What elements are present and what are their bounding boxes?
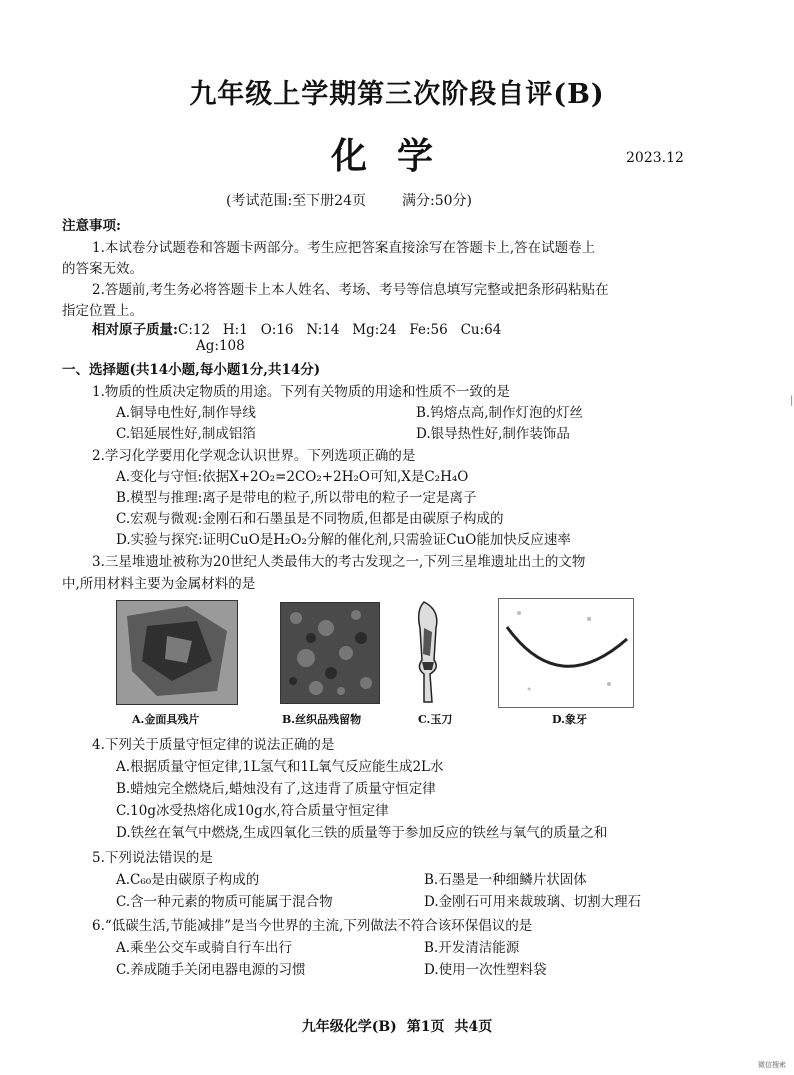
- q2-option-b: B.模型与推理:离子是带电的粒子,所以带电的粒子一定是离子: [116, 490, 477, 506]
- atomic-mass-line: [92, 318, 501, 338]
- score-text: 满分:50分): [402, 193, 472, 209]
- q5-option-a: A.C₆₀是由碳原子构成的: [116, 872, 260, 888]
- q6-option-b: B.开发清洁能源: [424, 940, 520, 956]
- watermark-text: 微信搜索: [758, 1061, 786, 1069]
- q2-stem: 2.学习化学要用化学观念认识世界。下列选项正确的是: [92, 448, 416, 464]
- q4-option-b: B.蜡烛完全燃烧后,蜡烛没有了,这违背了质量守恒定律: [116, 781, 436, 797]
- q3-option-a: A.金面具残片: [132, 713, 200, 726]
- silk-remnant-drawing: [281, 603, 379, 703]
- atomic-mass-label: 相对原子质量:: [92, 322, 178, 338]
- q4-stem: 4.下列关于质量守恒定律的说法正确的是: [92, 737, 335, 753]
- q1-stem: 1.物质的性质决定物质的用途。下列有关物质的用途和性质不一致的是: [92, 384, 510, 400]
- q3-option-d: D.象牙: [552, 713, 587, 726]
- jade-knife-drawing: [410, 598, 450, 706]
- q1-option-c: C.铝延展性好,制成铝箔: [116, 426, 256, 442]
- gold-mask-fragment-drawing: [117, 601, 237, 704]
- footer-subject: 九年级化学(B): [301, 1019, 397, 1035]
- q4-option-a: A.根据质量守恒定律,1L氢气和1L氧气反应能生成2L水: [116, 759, 444, 775]
- footer-total: 共4页: [454, 1019, 493, 1035]
- atomic-mass-ag: Ag:108: [196, 338, 245, 354]
- q2-option-d: D.实验与探究:证明CuO是H₂O₂分解的催化剂,只需验证CuO能加快反应速率: [116, 532, 571, 548]
- edge-mark: |: [790, 395, 794, 406]
- silk-remnant-image: [280, 602, 380, 704]
- ivory-drawing: [499, 599, 633, 707]
- q6-option-a: A.乘坐公交车或骑自行车出行: [116, 940, 293, 956]
- exam-date: 2023.12: [626, 150, 684, 166]
- page-footer: [0, 1016, 794, 1036]
- q6-option-d: D.使用一次性塑料袋: [424, 962, 547, 978]
- q1-option-b: B.钨熔点高,制作灯泡的灯丝: [416, 405, 584, 421]
- gold-mask-fragment-image: [116, 600, 238, 705]
- q1-option-d: D.银导热性好,制作装饰品: [416, 426, 570, 442]
- q4-option-d: D.铁丝在氧气中燃烧,生成四氧化三铁的质量等于参加反应的铁丝与氧气的质量之和: [116, 825, 608, 841]
- jade-knife-image: [410, 598, 450, 706]
- q5-option-d: D.金刚石可用来裁玻璃、切割大理石: [424, 894, 642, 910]
- note-2-line1: 2.答题前,考生务必将答题卡上本人姓名、考场、考号等信息填写完整或把条形码粘贴在: [92, 282, 609, 298]
- exam-scope: [226, 190, 472, 210]
- section-heading: 一、选择题(共14小题,每小题1分,共14分): [62, 362, 321, 378]
- atomic-mass-values: C:12 H:1 O:16 N:14 Mg:24 Fe:56 Cu:64: [177, 322, 502, 338]
- exam-title: 九年级上学期第三次阶段自评(B): [189, 79, 605, 110]
- q2-option-a: A.变化与守恒:依据X+2O₂=2CO₂+2H₂O可知,X是C₂H₄O: [116, 469, 469, 485]
- q5-option-c: C.含一种元素的物质可能属于混合物: [116, 894, 333, 910]
- q3-option-b: B.丝织品残留物: [282, 713, 362, 726]
- note-2-line2: 指定位置上。: [62, 303, 143, 319]
- q3-stem-line2: 中,所用材料主要为金属材料的是: [62, 576, 256, 592]
- notes-heading: 注意事项:: [62, 218, 121, 234]
- q3-stem-line1: 3.三星堆遗址被称为20世纪人类最伟大的考古发现之一,下列三星堆遗址出土的文物: [92, 554, 586, 570]
- q6-option-c: C.养成随手关闭电器电源的习惯: [116, 962, 306, 978]
- ivory-image: [498, 598, 634, 708]
- q5-stem: 5.下列说法错误的是: [92, 850, 213, 866]
- q6-stem: 6.“低碳生活,节能减排”是当今世界的主流,下列做法不符合该环保倡议的是: [92, 918, 533, 934]
- subject-title: 化学: [330, 135, 463, 177]
- q2-option-c: C.宏观与微观:金刚石和石墨虽是不同物质,但都是由碳原子构成的: [116, 511, 504, 527]
- q5-option-b: B.石墨是一种细鳞片状固体: [424, 872, 587, 888]
- note-1-line1: 1.本试卷分试题卷和答题卡两部分。考生应把答案直接涂写在答题卡上,答在试题卷上: [92, 240, 596, 256]
- q1-option-a: A.铜导电性好,制作导线: [116, 405, 256, 421]
- footer-page: 第1页: [406, 1019, 445, 1035]
- note-1-line2: 的答案无效。: [62, 261, 143, 277]
- q3-option-c: C.玉刀: [418, 713, 453, 726]
- scope-text: (考试范围:至下册24页: [226, 193, 366, 209]
- q4-option-c: C.10g冰受热熔化成10g水,符合质量守恒定律: [116, 803, 389, 819]
